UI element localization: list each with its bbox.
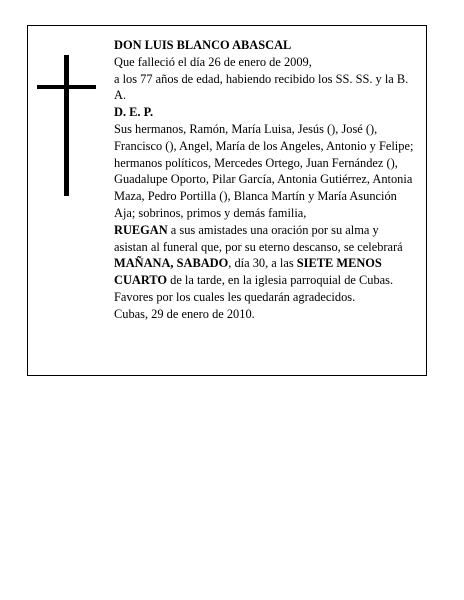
funeral-request-paragraph	[114, 222, 414, 306]
age-sacraments-line: a los 77 años de edad, habiendo recibido los SS. SS. y la B. A.	[114, 71, 409, 103]
death-date-line: Que falleció el día 26 de enero de 2009,	[114, 54, 312, 69]
ruegan-word: RUEGAN	[114, 222, 168, 237]
place-date-line: Cubas, 29 de enero de 2010.	[114, 306, 255, 321]
request-text-2: , día 30, a las	[228, 256, 297, 271]
funeral-day: MAÑANA, SABADO	[114, 256, 229, 271]
obituary-text	[114, 37, 414, 323]
deceased-name: DON LUIS BLANCO ABASCAL	[114, 38, 292, 52]
funeral-time: SIETE MENOS CUARTO	[114, 256, 382, 288]
cross-horizontal-bar	[37, 85, 96, 89]
family-paragraph: Sus hermanos, Ramón, María Luisa, Jesús (), José (), Francisco (), Angel, María de los Angeles, Antonio y Felipe; hermanos políticos, Mercedes Ortego, Juan Fernández (), Guadalupe Oporto, Pilar García, Antonia Gutiérrez, Antonia Maza, Pedro Portilla (), Blanca Martín y María Asunción Aja; sobrinos, primos y demás familia,	[114, 121, 414, 220]
cross-vertical-bar	[64, 55, 69, 196]
dep-line: D. E. P.	[114, 105, 154, 120]
request-text-3: de la tarde, en la iglesia parroquial de Cubas. Favores por los cuales les quedarán agradecidos.	[114, 273, 394, 304]
request-text-1: a sus amistades una oración por su alma y asistan al funeral que, por su eterno descanso, se celebrará	[114, 222, 403, 254]
